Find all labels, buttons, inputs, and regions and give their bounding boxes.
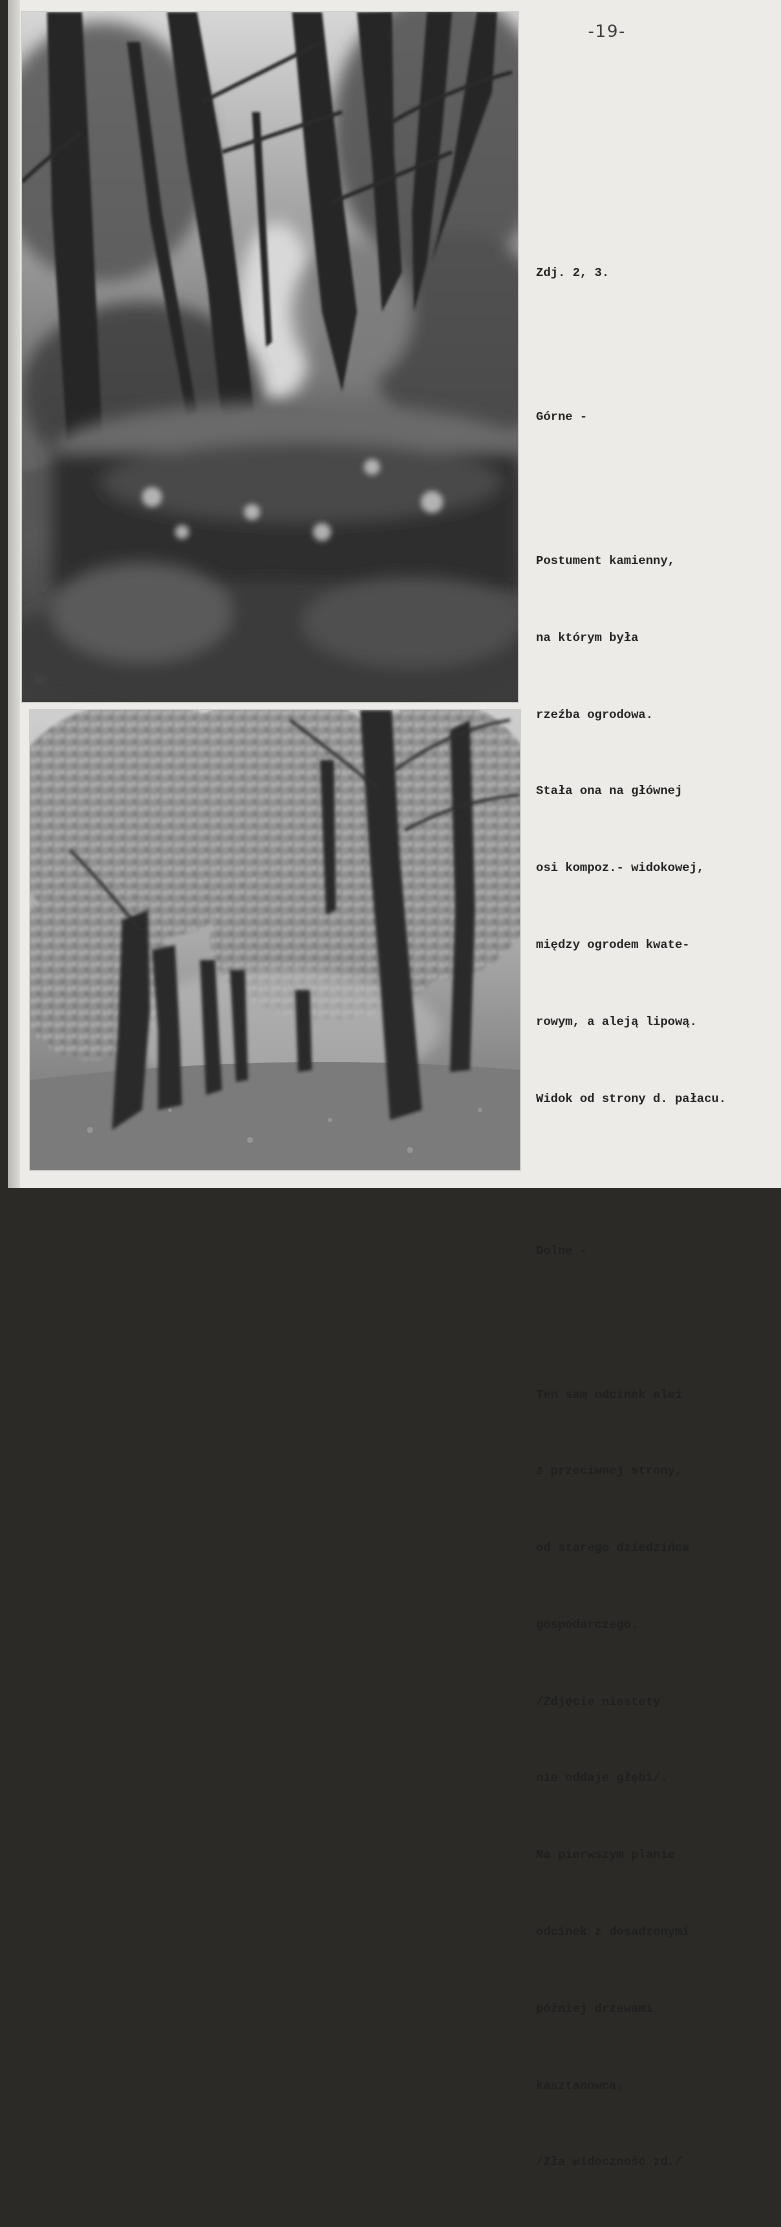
caption-top-line: rowym, a aleją lipową. bbox=[536, 1014, 697, 1029]
binding-edge bbox=[8, 0, 20, 1188]
caption-top-line: osi kompoz.- widokowej, bbox=[536, 861, 705, 876]
photo-tree-alley bbox=[30, 710, 520, 1170]
caption-bottom-line: kasztanowca. bbox=[536, 2078, 624, 2093]
caption-bottom-line: /Zła widoczność zd./ bbox=[536, 2155, 683, 2170]
caption-bottom-line: później drzewami bbox=[536, 2001, 654, 2016]
caption-bottom-line: Ten sam odcinek alei bbox=[536, 1387, 683, 1402]
caption-top-line: Stała ona na głównej bbox=[536, 784, 683, 799]
caption-top-line: na którym była bbox=[536, 630, 639, 645]
page-number: -19- bbox=[588, 22, 626, 42]
caption-top-line: rzeźba ogrodowa. bbox=[536, 707, 654, 722]
photo-stone-pedestal bbox=[22, 12, 518, 702]
caption-bottom-line: z przeciwnej strony, bbox=[536, 1464, 683, 1479]
caption-bottom-line: Na pierwszym planie bbox=[536, 1848, 675, 1863]
caption-top-line: między ogrodem kwate- bbox=[536, 938, 690, 953]
caption-bottom-line: nie oddaje głębi/. bbox=[536, 1771, 668, 1786]
document-page bbox=[8, 0, 781, 2170]
caption-heading: Zdj. 2, 3. bbox=[536, 266, 610, 281]
caption-bottom-line: gospodarczego. bbox=[536, 1617, 639, 1632]
caption-top-label: Górne - bbox=[536, 410, 588, 425]
caption-top-line: Postument kamienny, bbox=[536, 554, 675, 569]
caption-bottom-label: Dolne - bbox=[536, 1243, 588, 1258]
caption-bottom-line: od starego dziedzińca bbox=[536, 1541, 690, 1556]
caption-bottom-line: /Zdjęcie niestety bbox=[536, 1694, 661, 1709]
caption-top-line: Widok od strony d. pałacu. bbox=[536, 1091, 727, 1106]
photo-caption bbox=[536, 210, 781, 2227]
caption-bottom-line: odcinek z dosadzonymi bbox=[536, 1925, 690, 1939]
